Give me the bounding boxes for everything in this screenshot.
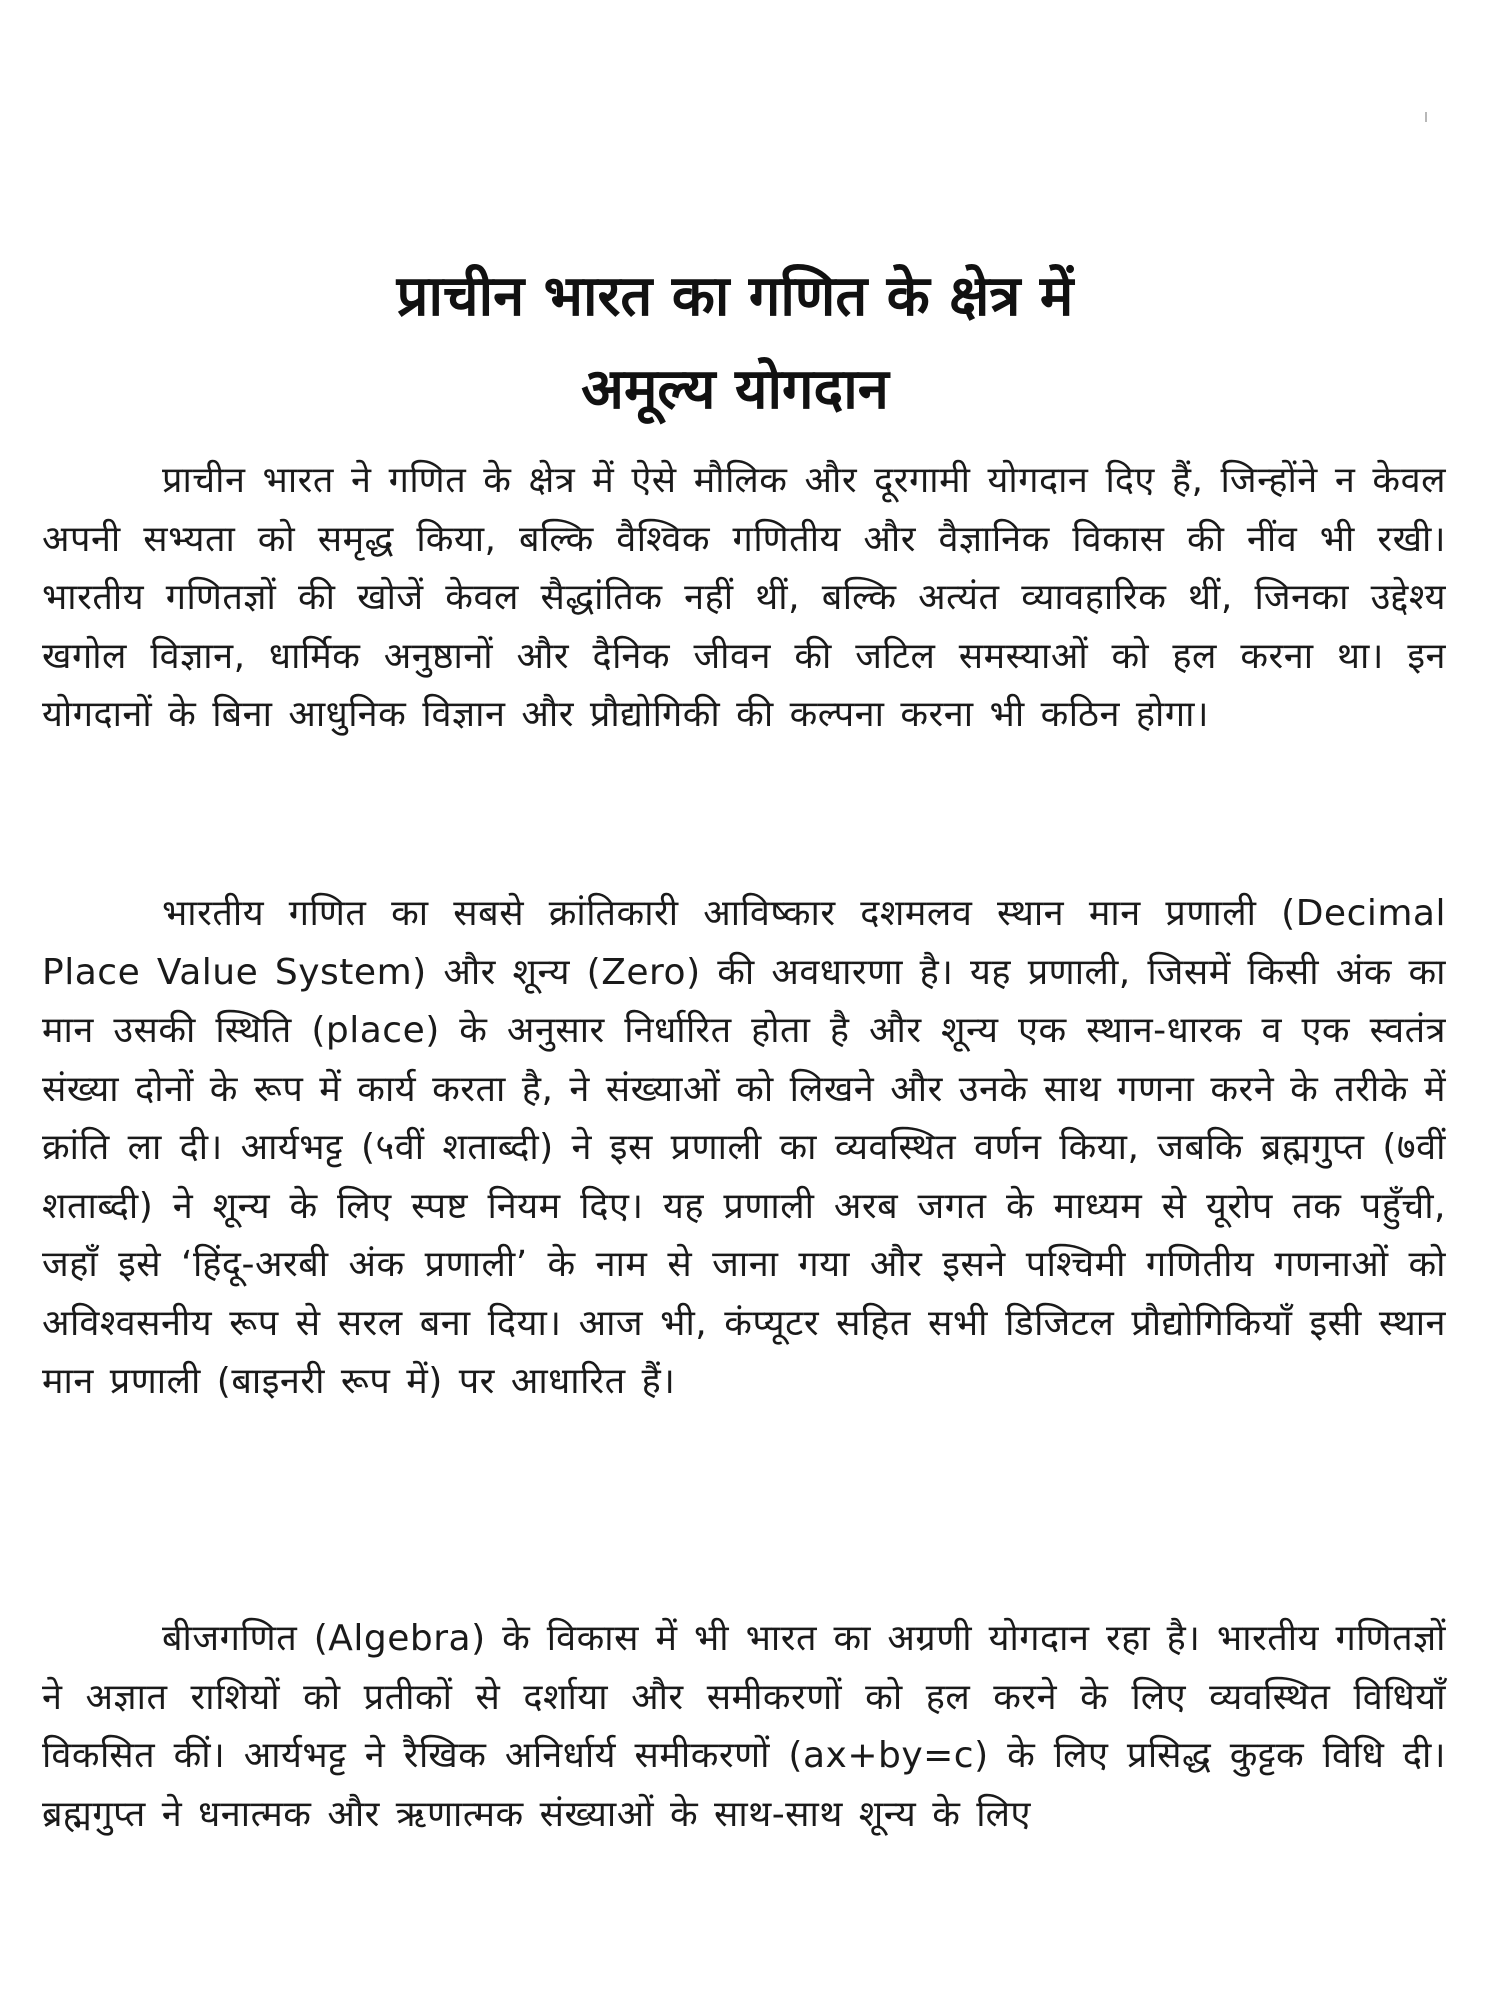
paragraph-3: बीजगणित (Algebra) के विकास में भी भारत का अग्रणी योगदान रहा है। भारतीय गणितज्ञों ने अज्ञात राशियों को प्रतीकों से दर्शाया और समीकरणों को हल करने के लिए व्यवस्थित विधियाँ विकसित कीं। आर्यभट्ट ने रैखिक अनिर्धार्य समीकरणों (ax+by=c) के लिए प्रसिद्ध कुट्टक विधि दी। ब्रह्मगुप्त ने धनात्मक और ऋणात्मक संख्याओं के साथ-साथ शून्य के लिए [42, 1618, 1446, 1835]
document-page [30, 0, 1446, 2000]
scan-speck [1425, 112, 1427, 122]
paragraph-2: भारतीय गणित का सबसे क्रांतिकारी आविष्कार दशमलव स्थान मान प्रणाली (Decimal Place Value System) और शून्य (Zero) की अवधारणा है। यह प्रणाली, जिसमें किसी अंक का मान उसकी स्थिति (place) के अनुसार निर्धारित होता है और शून्य एक स्थान-धारक व एक स्वतंत्र संख्या दोनों के रूप में कार्य करता है, ने संख्याओं को लिखने और उनके साथ गणना करने के तरीके में क्रांति ला दी। आर्यभट्ट (५वीं शताब्दी) ने इस प्रणाली का व्यवस्थित वर्णन किया, जबकि ब्रह्मगुप्त (७वीं शताब्दी) ने शून्य के लिए स्पष्ट नियम दिए। यह प्रणाली अरब जगत के माध्यम से यूरोप तक पहुँची, जहाँ इसे ‘हिंदू-अरबी अंक प्रणाली’ के नाम से जाना गया और इसने पश्चिमी गणितीय गणनाओं को अविश्वसनीय रूप से सरल बना दिया। आज भी, कंप्यूटर सहित सभी डिजिटल प्रौद्योगिकियाँ इसी स्थान मान प्रणाली (बाइनरी रूप में) पर आधारित हैं। [42, 893, 1446, 1402]
paragraph-1: प्राचीन भारत ने गणित के क्षेत्र में ऐसे मौलिक और दूरगामी योगदान दिए हैं, जिन्होंने न केवल अपनी सभ्यता को समृद्ध किया, बल्कि वैश्विक गणितीय और वैज्ञानिक विकास की नींव भी रखी। भारतीय गणितज्ञों की खोजें केवल सैद्धांतिक नहीं थीं, बल्कि अत्यंत व्यावहारिक थीं, जिनका उद्देश्य खगोल विज्ञान, धार्मिक अनुष्ठानों और दैनिक जीवन की जटिल समस्याओं को हल करना था। इन योगदानों के बिना आधुनिक विज्ञान और प्रौद्योगिकी की कल्पना करना भी कठिन होगा। [42, 460, 1446, 735]
page-title: प्राचीन भारत का गणित के क्षेत्र में [396, 264, 1074, 329]
page-title-line-2: अमूल्य योगदान [581, 357, 889, 422]
